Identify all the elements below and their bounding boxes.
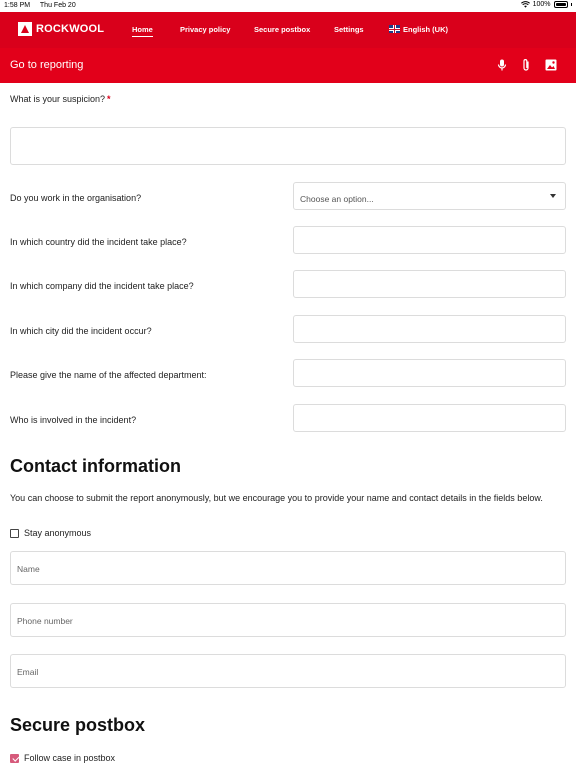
- department-input[interactable]: [293, 359, 566, 387]
- stay-anonymous-checkbox[interactable]: [10, 529, 19, 538]
- email-placeholder: Email: [17, 667, 39, 677]
- follow-case-label: Follow case in postbox: [24, 753, 116, 763]
- involved-input[interactable]: [293, 404, 566, 432]
- work-in-org-label: Do you work in the organisation?: [10, 193, 142, 203]
- involved-label: Who is involved in the incident?: [10, 415, 137, 425]
- language-label: English (UK): [403, 25, 448, 34]
- logo-text: ROCKWOOL: [36, 23, 105, 35]
- follow-case-checkbox[interactable]: [10, 754, 19, 763]
- nav-language[interactable]: [389, 25, 448, 34]
- city-label: In which city did the incident occur?: [10, 326, 152, 336]
- rockwool-logo[interactable]: [18, 22, 104, 36]
- chevron-down-icon: [550, 194, 556, 198]
- nav-secure-postbox[interactable]: Secure postbox: [254, 25, 311, 34]
- nav-settings[interactable]: Settings: [334, 25, 364, 34]
- email-field[interactable]: [10, 654, 566, 688]
- go-to-reporting-link[interactable]: Go to reporting: [10, 59, 84, 71]
- paperclip-icon[interactable]: [519, 58, 533, 72]
- nav-privacy-policy[interactable]: Privacy policy: [180, 25, 231, 34]
- top-navigation: [0, 12, 576, 48]
- battery-icon: [554, 1, 568, 8]
- contact-description: You can choose to submit the report anonymously, but we encourage you to provide your name and contact details in the fields below.: [10, 493, 543, 503]
- required-marker: *: [107, 94, 111, 104]
- phone-placeholder: Phone number: [17, 616, 73, 626]
- department-label: Please give the name of the affected department:: [10, 370, 207, 380]
- uk-flag-icon: [389, 25, 400, 33]
- reporting-bar: [0, 48, 576, 83]
- stay-anonymous-option[interactable]: [10, 528, 91, 538]
- suspicion-question: [10, 94, 111, 104]
- name-field[interactable]: [10, 551, 566, 585]
- stay-anonymous-label: Stay anonymous: [24, 528, 92, 538]
- postbox-heading: Secure postbox: [10, 715, 146, 735]
- microphone-icon[interactable]: [495, 58, 509, 72]
- nav-home[interactable]: Home: [132, 25, 153, 37]
- battery-percent: 100%: [532, 1, 551, 8]
- name-placeholder: Name: [17, 564, 40, 574]
- select-placeholder: Choose an option...: [300, 194, 374, 204]
- status-time: 1:58 PM: [4, 2, 31, 9]
- city-input[interactable]: [293, 315, 566, 343]
- phone-field[interactable]: [10, 603, 566, 637]
- company-input[interactable]: [293, 270, 566, 298]
- wifi-icon: [521, 1, 530, 8]
- country-label: In which country did the incident take place?: [10, 237, 187, 247]
- company-label: In which company did the incident take place?: [10, 281, 194, 291]
- country-input[interactable]: [293, 226, 566, 254]
- status-date: Thu Feb 20: [39, 2, 76, 9]
- work-in-org-select[interactable]: [293, 182, 566, 210]
- status-bar: [0, 0, 576, 12]
- suspicion-textarea[interactable]: [10, 127, 566, 165]
- image-icon[interactable]: [544, 58, 558, 72]
- logo-mark-icon: [18, 22, 32, 36]
- follow-case-option[interactable]: [10, 753, 115, 763]
- suspicion-label: What is your suspicion?: [10, 94, 106, 104]
- contact-heading: Contact information: [10, 456, 181, 476]
